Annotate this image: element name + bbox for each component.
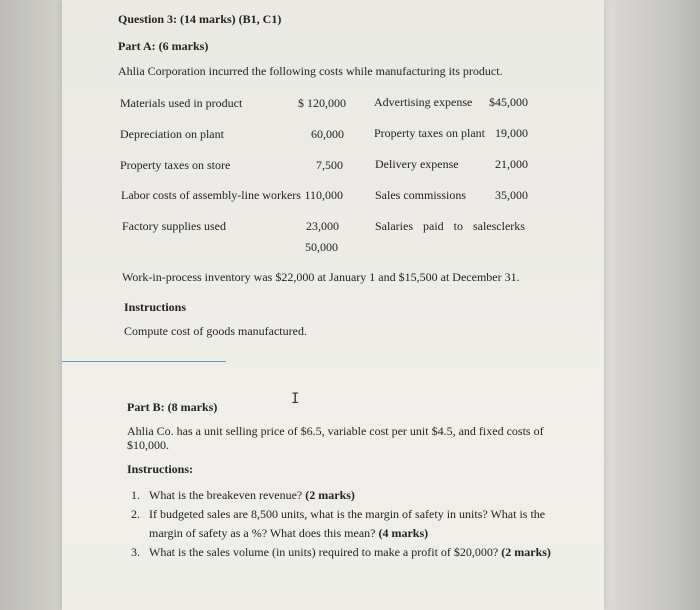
part-b-instructions-heading: Instructions: [127, 462, 194, 476]
instructions-text: Compute cost of goods manufactured. [124, 324, 307, 338]
list-item [149, 488, 355, 502]
list-item-number: 1. [131, 488, 140, 502]
cost-label: Property taxes on plant [374, 126, 485, 140]
cost-value-extra: 50,000 [305, 240, 338, 254]
list-item-line1: If budgeted sales are 8,500 units, what is the margin of safety in units? What is the [149, 507, 546, 521]
list-item [149, 526, 428, 540]
cost-label: Salaries paid to salesclerks [375, 219, 525, 233]
cost-label: Sales commissions [375, 188, 467, 202]
cost-label: Property taxes on store [120, 158, 231, 172]
part-b-heading: Part B: (8 marks) [127, 400, 218, 414]
part-a-intro: Ahlia Corporation incurred the following costs while manufacturing its product. [118, 64, 503, 78]
instructions-heading: Instructions [124, 300, 187, 314]
part-b-intro-line2: $10,000. [127, 438, 169, 452]
cost-label: Materials used in product [120, 96, 243, 110]
list-item-text: What is the breakeven revenue? [149, 488, 303, 502]
list-item [149, 545, 551, 559]
part-b-intro-line1: Ahlia Co. has a unit selling price of $6.5, variable cost per unit $4.5, and fixed costs of [127, 424, 544, 438]
cost-label: Delivery expense [375, 157, 459, 171]
cost-value: $ 120,000 [298, 96, 346, 110]
list-item-number: 3. [131, 545, 140, 559]
list-item-number: 2. [131, 507, 140, 521]
wip-note: Work-in-process inventory was $22,000 at January 1 and $15,500 at December 31. [122, 270, 520, 284]
list-item-marks: (4 marks) [378, 526, 429, 540]
cost-value: 7,500 [316, 158, 343, 172]
cost-value: 110,000 [304, 188, 343, 202]
list-item-text: margin of safety as a %? What does this mean? [149, 526, 376, 540]
text-cursor-icon: I [291, 391, 300, 407]
list-item-marks: (2 marks) [305, 488, 355, 502]
cost-value: 60,000 [311, 127, 344, 141]
section-divider [62, 361, 226, 362]
cost-label: Factory supplies used [122, 219, 226, 233]
cost-label: Labor costs of assembly-line workers [121, 188, 301, 202]
cost-value: 21,000 [495, 157, 528, 171]
cost-label: Depreciation on plant [120, 127, 224, 141]
cost-value: 19,000 [495, 126, 528, 140]
part-a-heading: Part A: (6 marks) [118, 39, 209, 53]
list-item-marks: (2 marks) [501, 545, 551, 559]
question-title: Question 3: (14 marks) (B1, C1) [118, 12, 282, 26]
cost-value: $45,000 [489, 95, 528, 109]
cost-value: 23,000 [306, 219, 339, 233]
cost-value: 35,000 [495, 188, 528, 202]
list-item-text: What is the sales volume (in units) required to make a profit of $20,000? [149, 545, 499, 559]
cost-label: Advertising expense [374, 95, 473, 109]
